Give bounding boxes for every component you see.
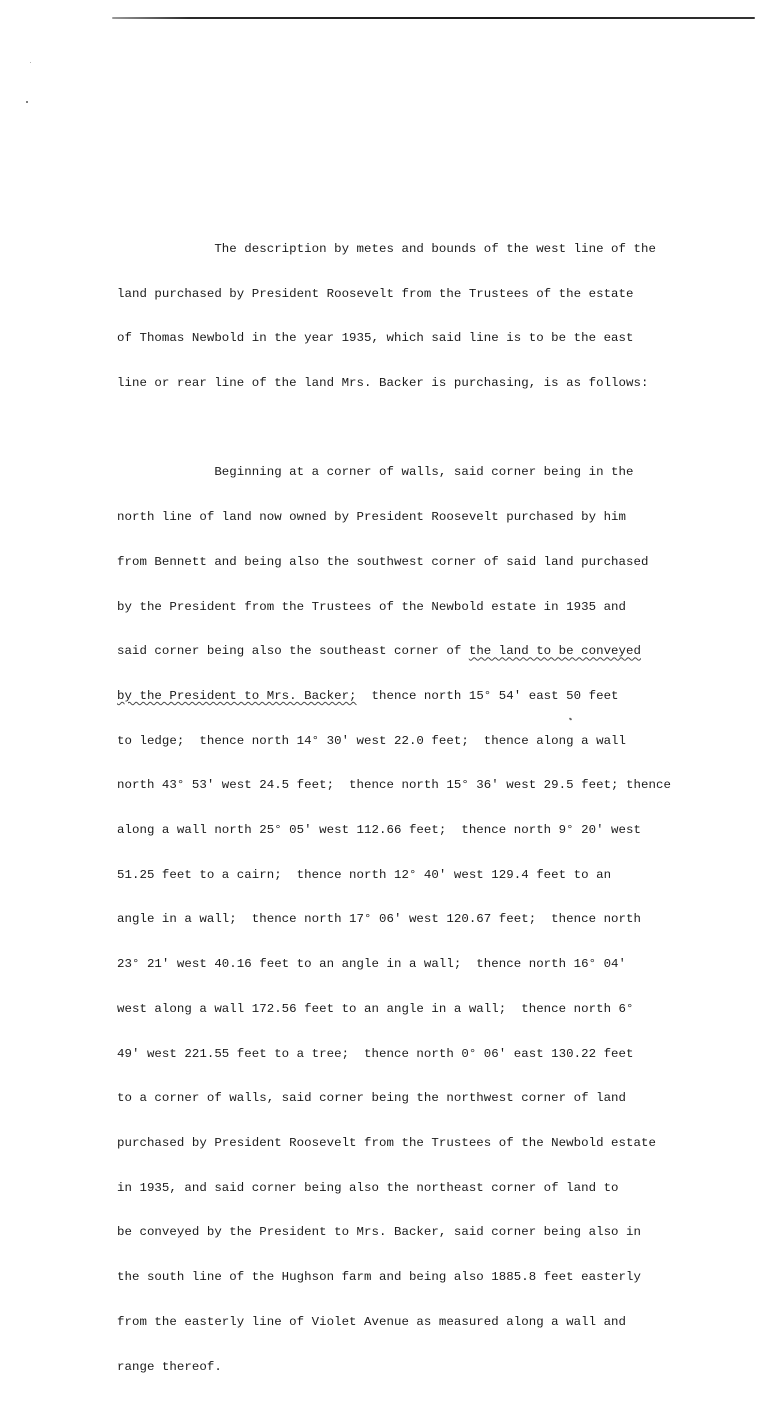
text-line: by the President from the Trustees of the Newbold estate in 1935 and: [117, 599, 627, 614]
text-line: of Thomas Newbold in the year 1935, which said line is to be the east: [117, 331, 634, 346]
document-body: [117, 212, 757, 1404]
text-line: north line of land now owned by President Roosevelt purchased by him: [117, 510, 627, 525]
text-line: 49' west 221.55 feet to a tree; thence north 0° 06' east 130.22 feet: [117, 1046, 634, 1061]
text-line: angle in a wall; thence north 17° 06' west 120.67 feet; thence north: [117, 912, 641, 927]
metes-and-bounds-paragraph: [117, 436, 757, 1404]
text-line: line or rear line of the land Mrs. Backer is purchasing, is as follows:: [117, 375, 649, 390]
text-line: to a corner of walls, said corner being the northwest corner of land: [117, 1091, 627, 1106]
text-line: land purchased by President Roosevelt from the Trustees of the estate: [117, 286, 634, 301]
text-line: 51.25 feet to a cairn; thence north 12° 40' west 129.4 feet to an: [117, 867, 612, 882]
text-line: west along a wall 172.56 feet to an angle in a wall; thence north 6°: [117, 1001, 634, 1016]
text-line: the south line of the Hughson farm and being also 1885.8 feet easterly: [117, 1270, 641, 1285]
text-line: The description by metes and bounds of the west line of the: [117, 241, 656, 256]
paper-speck: [30, 62, 31, 63]
text-line: north 43° 53' west 24.5 feet; thence north 15° 36' west 29.5 feet; thence: [117, 778, 671, 793]
intro-paragraph: [117, 212, 757, 421]
text-line: Beginning at a corner of walls, said corner being in the: [117, 465, 634, 480]
top-horizontal-rule: [112, 17, 755, 19]
underlined-phrase: by the President to Mrs. Backer;: [117, 688, 357, 703]
underlined-phrase: the land to be conveyed: [468, 644, 641, 659]
text-line: to ledge; thence north 14° 30' west 22.0 feet; thence along a wall: [117, 733, 627, 748]
text-line: [117, 689, 757, 704]
text-line: be conveyed by the President to Mrs. Backer, said corner being also in: [117, 1225, 641, 1240]
text-line: from Bennett and being also the southwest corner of said land purchased: [117, 554, 649, 569]
paper-speck: [26, 101, 28, 103]
text-segment: thence north 15° 54' east 50 feet: [356, 688, 619, 703]
text-line: along a wall north 25° 05' west 112.66 feet; thence north 9° 20' west: [117, 823, 641, 838]
text-segment: said corner being also the southeast corner of: [117, 644, 469, 659]
text-line: from the easterly line of Violet Avenue as measured along a wall and: [117, 1314, 627, 1329]
text-line: purchased by President Roosevelt from the Trustees of the Newbold estate: [117, 1135, 656, 1150]
text-line: [117, 644, 757, 659]
text-line: range thereof.: [117, 1359, 222, 1374]
text-line: 23° 21' west 40.16 feet to an angle in a wall; thence north 16° 04': [117, 957, 627, 972]
text-line: in 1935, and said corner being also the northeast corner of land to: [117, 1180, 619, 1195]
